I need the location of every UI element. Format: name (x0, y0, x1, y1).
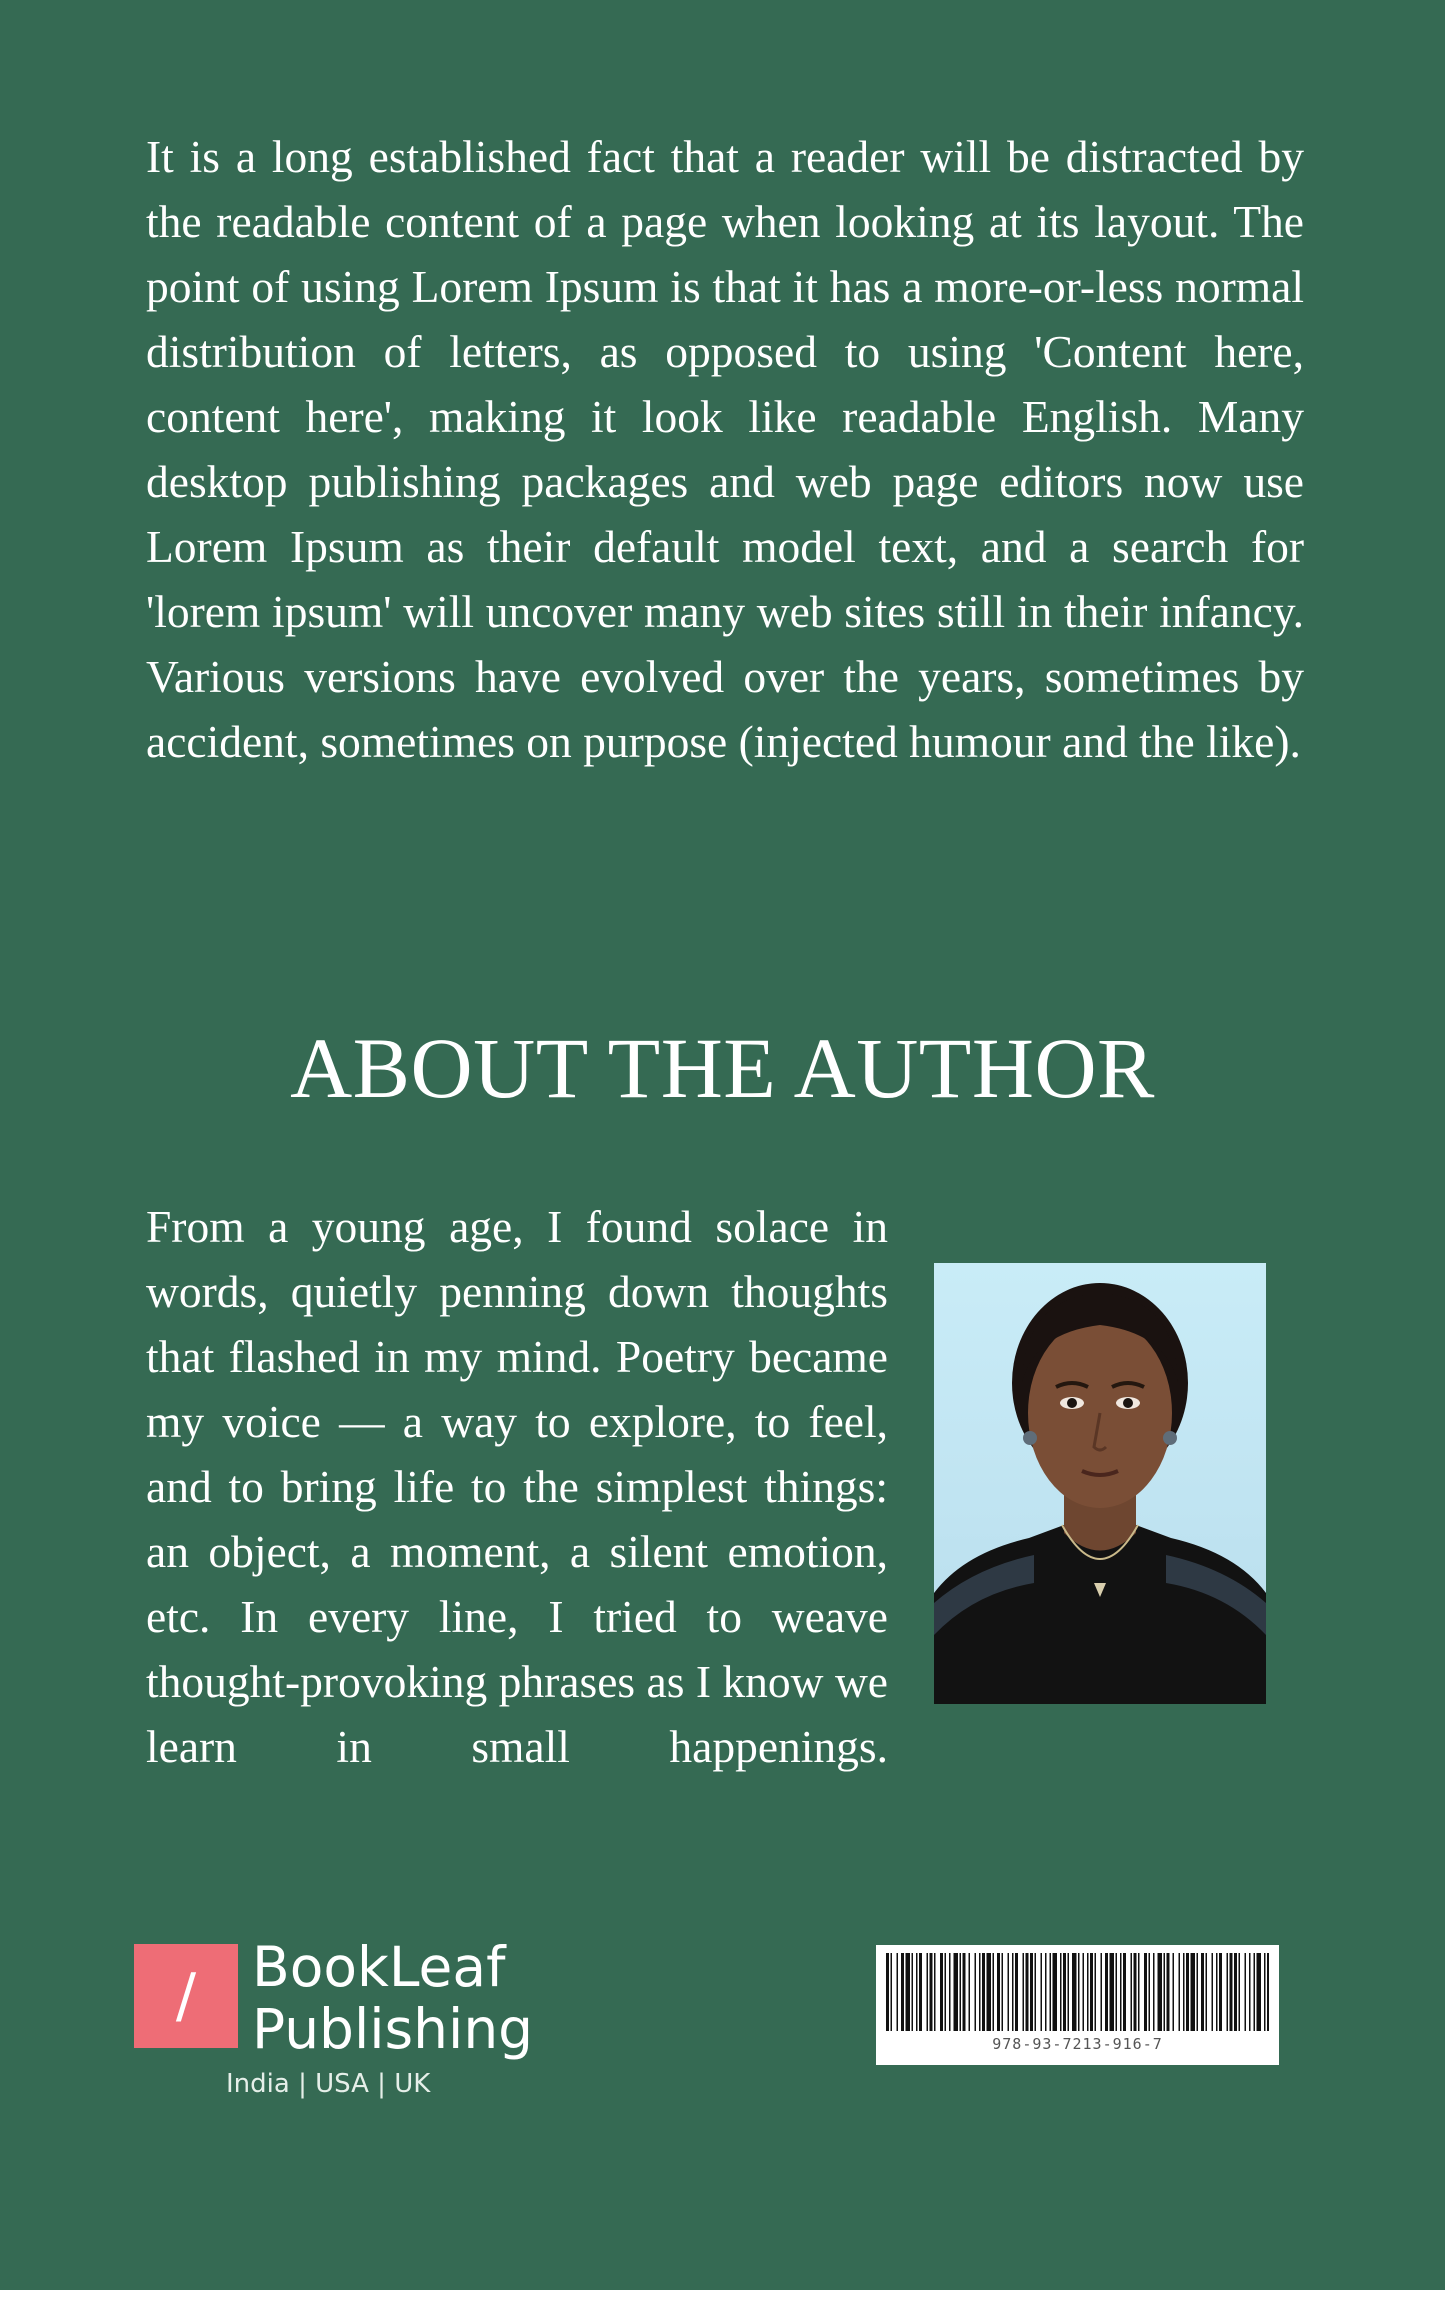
barcode-bar (916, 1953, 918, 2031)
barcode-bar (1191, 1953, 1196, 2031)
isbn-barcode (876, 1945, 1279, 2065)
barcode-bar (1026, 1953, 1029, 2031)
barcode-bar (940, 1953, 943, 2031)
barcode-bar (1045, 1953, 1047, 2031)
barcode-bar (1068, 1953, 1070, 2031)
barcode-bar (1035, 1953, 1037, 2031)
barcode-bar (1179, 1953, 1181, 2031)
barcode-bar (1249, 1953, 1251, 2031)
barcode-bar (1072, 1953, 1077, 2031)
barcode-bar (1101, 1953, 1103, 2031)
barcode-bar (1060, 1953, 1062, 2031)
barcode-bar (1002, 1953, 1004, 2031)
barcode-bars (886, 1953, 1269, 2033)
barcode-bar (1227, 1953, 1229, 2031)
barcode-bar (1245, 1953, 1247, 2031)
isbn-number: 978-93-7213-916-7 (992, 2035, 1163, 2053)
barcode-bar (1230, 1953, 1233, 2031)
barcode-bar (1105, 1953, 1108, 2031)
barcode-bar (949, 1953, 951, 2031)
barcode-bar (1090, 1953, 1093, 2031)
barcode-bar (1050, 1953, 1052, 2031)
logo-slash-glyph: / (175, 1961, 197, 2031)
barcode-bar (1110, 1953, 1115, 2031)
author-photo (934, 1263, 1266, 1704)
barcode-bar (1173, 1953, 1175, 2031)
barcode-bar (954, 1953, 959, 2031)
author-bio: From a young age, I found solace in words, quietly penning down thoughts that flashed in my mind. Poetry became my voice — a way to explore, to feel, and to bring life to the simplest things: an object, a moment, a silent emotion, etc. In every line, I tried to weave thought-provoking phrases as I know we learn in small happenings. (146, 1201, 888, 1772)
barcode-bar (927, 1953, 929, 2031)
barcode-bar (987, 1953, 992, 2031)
barcode-bar (993, 1953, 995, 2031)
barcode-bar (1030, 1953, 1033, 2031)
barcode-bar (906, 1953, 911, 2031)
barcode-bar (897, 1953, 899, 2031)
barcode-bar (1239, 1953, 1241, 2031)
barcode-bar (930, 1953, 933, 2031)
barcode-bar (1201, 1953, 1204, 2031)
barcode-bar (1264, 1953, 1266, 2031)
barcode-bar (1149, 1953, 1151, 2031)
publisher-name-line1: BookLeaf (252, 1935, 506, 1999)
barcode-bar (1183, 1953, 1185, 2031)
barcode-bar (1153, 1953, 1155, 2031)
barcode-bar (891, 1953, 893, 2031)
barcode-bar (979, 1953, 981, 2031)
barcode-bar (1012, 1953, 1014, 2031)
barcode-bar (1008, 1953, 1010, 2031)
bottom-edge (0, 2290, 1445, 2299)
barcode-bar (1212, 1953, 1214, 2031)
barcode-bar (901, 1953, 904, 2031)
barcode-bar (1219, 1953, 1222, 2031)
barcode-bar (1254, 1953, 1256, 2031)
barcode-bar (1041, 1953, 1043, 2031)
barcode-bar (886, 1953, 889, 2031)
publisher-name-line2: Publishing (252, 1997, 534, 2061)
barcode-bar (1078, 1953, 1080, 2031)
barcode-bar (1134, 1953, 1137, 2031)
barcode-bar (1015, 1953, 1018, 2031)
barcode-bar (1087, 1953, 1089, 2031)
barcode-bar (1083, 1953, 1085, 2031)
barcode-bar (1234, 1953, 1237, 2031)
barcode-bar (1095, 1953, 1097, 2031)
barcode-bar (1131, 1953, 1133, 2031)
barcode-bar (1023, 1953, 1025, 2031)
barcode-bar (919, 1953, 922, 2031)
barcode-bar (1158, 1953, 1163, 2031)
barcode-bar (945, 1953, 947, 2031)
barcode-bar (969, 1953, 971, 2031)
barcode-bar (1144, 1953, 1147, 2031)
barcode-bar (1138, 1953, 1140, 2031)
barcode-bar (1053, 1953, 1058, 2031)
barcode-bar (1197, 1953, 1199, 2031)
barcode-bar (1164, 1953, 1166, 2031)
barcode-bar (1167, 1953, 1170, 2031)
back-cover-blurb: It is a long established fact that a reader will be distracted by the readable content of a page when looking at its layout. The point of using Lorem Ipsum is that it has a more-or-less normal distribution of letters, as opposed to using 'Content here, content here', making it look like readable English. Many desktop publishing packages and web page editors now use Lorem Ipsum as their default model text, and a search for 'lorem ipsum' will uncover many web sites still in their infancy. Various versions have evolved over the years, sometimes by accident, sometimes on purpose (injected humour and the like). (146, 131, 1304, 767)
barcode-bar (912, 1953, 914, 2031)
barcode-bar (934, 1953, 936, 2031)
publisher-regions: India | USA | UK (226, 2069, 431, 2099)
barcode-bar (1063, 1953, 1066, 2031)
barcode-bar (1216, 1953, 1218, 2031)
barcode-bar (982, 1953, 985, 2031)
barcode-bar (975, 1953, 977, 2031)
barcode-bar (960, 1953, 962, 2031)
barcode-bar (1267, 1953, 1269, 2031)
barcode-bar (963, 1953, 966, 2031)
publisher-name (252, 1936, 533, 2060)
barcode-bar (1120, 1953, 1122, 2031)
about-author-heading: ABOUT THE AUTHOR (290, 1020, 1155, 1116)
barcode-bar (997, 1953, 1000, 2031)
barcode-bar (1116, 1953, 1118, 2031)
barcode-bar (1257, 1953, 1262, 2031)
barcode-bar (1206, 1953, 1208, 2031)
barcode-bar (1123, 1953, 1126, 2031)
barcode-bar (1186, 1953, 1189, 2031)
